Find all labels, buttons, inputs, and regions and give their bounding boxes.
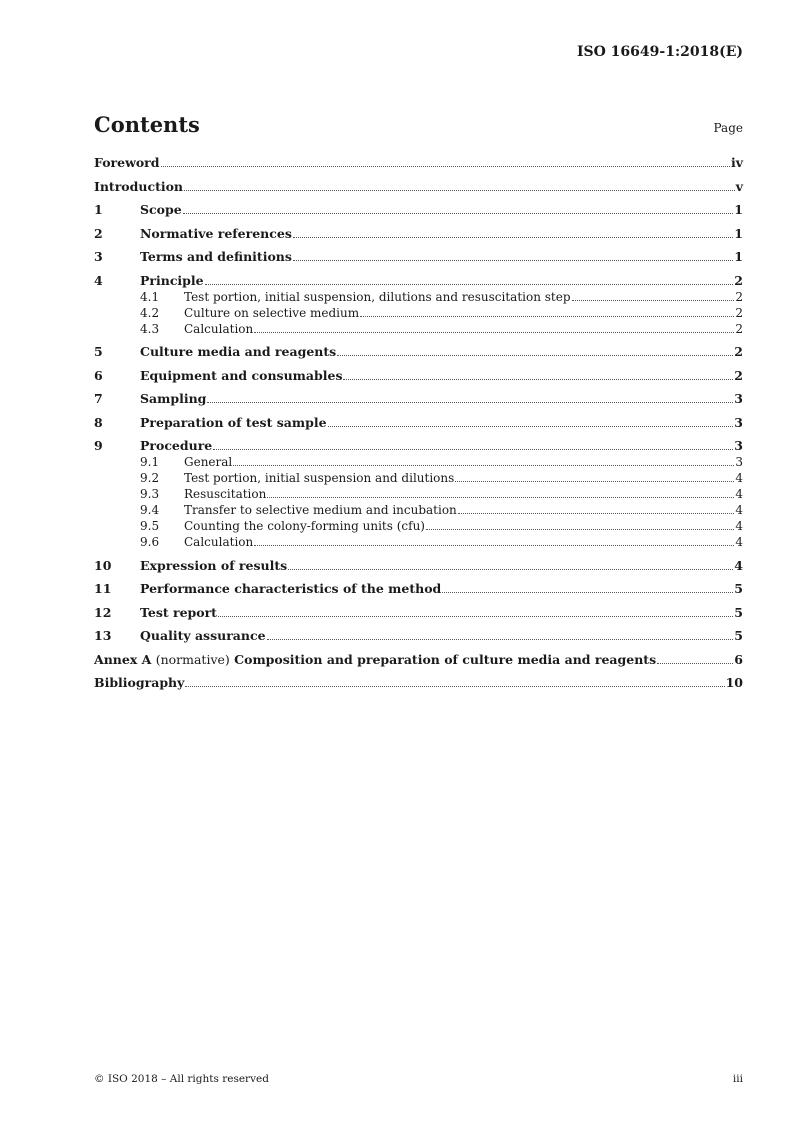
toc-label: Culture media and reagents xyxy=(140,344,337,359)
leader-dots xyxy=(442,591,733,593)
leader-dots xyxy=(205,283,734,285)
toc-page: 2 xyxy=(734,367,743,383)
leader-dots xyxy=(288,568,733,570)
toc-entry-normative-references[interactable] xyxy=(94,226,743,242)
toc-entry-culture-media[interactable] xyxy=(94,344,743,360)
toc-entry-scope[interactable] xyxy=(94,202,743,218)
toc-number: 9 xyxy=(94,438,103,453)
toc-number: 12 xyxy=(94,604,112,620)
page-number: iii xyxy=(732,1073,743,1085)
toc-number: 9.1 xyxy=(140,455,160,469)
toc-entry-performance[interactable] xyxy=(94,581,743,597)
toc-subentry[interactable] xyxy=(94,518,743,534)
leader-dots xyxy=(185,685,724,687)
toc-entry-quality-assurance[interactable] xyxy=(94,628,743,644)
toc-label: Test portion, initial suspension, dilutions and resuscitation step xyxy=(184,289,571,304)
toc-page: 4 xyxy=(735,519,743,533)
toc-page: 1 xyxy=(734,225,743,241)
leader-dots xyxy=(207,401,733,403)
toc-page: 4 xyxy=(735,487,743,501)
toc-label: Foreword xyxy=(94,155,160,170)
toc-page: 5 xyxy=(734,581,743,596)
toc-subentry[interactable] xyxy=(94,305,743,321)
toc-page: 5 xyxy=(734,604,743,620)
toc-page: 4 xyxy=(735,535,743,549)
toc-page: 1 xyxy=(734,249,743,264)
toc-label: Transfer to selective medium and incubation xyxy=(184,503,457,517)
document-id: ISO 16649-1:2018(E) xyxy=(576,44,743,60)
leader-dots xyxy=(233,464,734,466)
toc-entry-equipment[interactable] xyxy=(94,368,743,384)
leader-dots xyxy=(458,512,735,514)
toc-number: 7 xyxy=(94,391,103,406)
toc-label xyxy=(94,652,656,668)
toc-number: 3 xyxy=(94,249,103,264)
toc-number: 9.3 xyxy=(140,487,160,501)
leader-dots xyxy=(254,331,734,333)
leader-dots xyxy=(455,480,734,482)
toc-label: General xyxy=(184,455,233,469)
leader-dots xyxy=(184,189,735,191)
toc-number: 1 xyxy=(94,202,103,217)
toc-number: 5 xyxy=(94,344,103,359)
toc-number: 9.6 xyxy=(140,535,160,549)
leader-dots xyxy=(572,299,735,301)
toc-label: Test report xyxy=(140,604,217,620)
leader-dots xyxy=(267,638,734,640)
leader-dots xyxy=(657,662,733,664)
toc-entry-terms-definitions[interactable] xyxy=(94,249,743,265)
toc-page: 6 xyxy=(734,651,743,667)
leader-dots xyxy=(293,236,733,238)
annex-type: (normative) xyxy=(155,651,230,667)
toc-number: 4.2 xyxy=(140,305,160,320)
annex-prefix: Annex A xyxy=(94,651,152,667)
page-footer xyxy=(94,1073,743,1085)
toc-number: 6 xyxy=(94,367,103,383)
toc-page: 3 xyxy=(734,438,743,453)
toc-label: Scope xyxy=(140,202,182,217)
toc-number: 4 xyxy=(94,272,103,288)
toc-number: 9.5 xyxy=(140,519,160,533)
toc-label: Counting the colony-forming units (cfu) xyxy=(184,519,425,533)
toc-entry-annex-a[interactable] xyxy=(94,652,743,668)
toc-label: Calculation xyxy=(184,321,254,336)
toc-number: 9.4 xyxy=(140,503,160,517)
toc-page: 4 xyxy=(734,557,743,573)
leader-dots xyxy=(267,496,734,498)
toc-number: 9.2 xyxy=(140,471,160,485)
leader-dots xyxy=(426,528,734,530)
toc-subentry[interactable] xyxy=(94,502,743,518)
toc-page: 2 xyxy=(735,305,743,320)
leader-dots xyxy=(293,259,733,261)
toc-page: 4 xyxy=(735,503,743,517)
toc-page: 2 xyxy=(734,272,743,288)
toc-page: 1 xyxy=(734,202,743,217)
toc-entry-test-sample[interactable] xyxy=(94,415,743,431)
toc-subentry[interactable] xyxy=(94,534,743,550)
toc-label: Quality assurance xyxy=(140,628,266,643)
toc-number: 13 xyxy=(94,628,112,643)
toc-entry-test-report[interactable] xyxy=(94,605,743,621)
toc-entry-sampling[interactable] xyxy=(94,391,743,407)
toc-number: 4.1 xyxy=(140,289,160,304)
toc-label: Test portion, initial suspension and dilutions xyxy=(184,471,455,485)
toc-page: 3 xyxy=(735,455,743,469)
leader-dots xyxy=(328,425,734,427)
toc-page: 4 xyxy=(735,471,743,485)
toc-label: Bibliography xyxy=(94,675,185,690)
leader-dots xyxy=(343,378,733,380)
toc-number: 4.3 xyxy=(140,321,160,336)
contents-header xyxy=(94,112,743,137)
toc-label: Expression of results xyxy=(140,557,288,573)
leader-dots xyxy=(183,212,734,214)
annex-title: Composition and preparation of culture media and reagents xyxy=(234,651,657,667)
toc-page: iv xyxy=(730,155,743,170)
toc-page: 2 xyxy=(734,344,743,359)
toc-label: Normative references xyxy=(140,225,292,241)
toc-page: 5 xyxy=(734,628,743,643)
page-title: Contents xyxy=(94,112,200,137)
toc-label: Equipment and consumables xyxy=(140,367,343,383)
toc-entry-foreword[interactable] xyxy=(94,155,743,171)
copyright-notice: © ISO 2018 – All rights reserved xyxy=(94,1073,269,1085)
toc-label: Sampling xyxy=(140,391,207,406)
leader-dots xyxy=(213,448,733,450)
leader-dots xyxy=(218,615,733,617)
toc-label: Preparation of test sample xyxy=(140,414,327,430)
toc-page: 3 xyxy=(734,414,743,430)
toc-page: 10 xyxy=(725,675,743,690)
page-column-label: Page xyxy=(713,121,743,135)
toc-label: Performance characteristics of the method xyxy=(140,581,442,596)
toc-label: Procedure xyxy=(140,438,213,453)
toc-subentry[interactable] xyxy=(94,321,743,337)
toc-subentry[interactable] xyxy=(94,454,743,470)
toc-page: 2 xyxy=(735,321,743,336)
toc-number: 2 xyxy=(94,225,103,241)
toc-label: Culture on selective medium xyxy=(184,305,360,320)
toc-entry-procedure[interactable] xyxy=(94,438,743,454)
toc-page: v xyxy=(735,178,743,194)
toc-number: 8 xyxy=(94,414,103,430)
toc-label: Principle xyxy=(140,272,204,288)
toc-label: Resuscitation xyxy=(184,487,267,501)
leader-dots xyxy=(337,354,733,356)
toc-number: 11 xyxy=(94,581,112,596)
toc-entry-bibliography[interactable] xyxy=(94,675,743,691)
toc-label: Introduction xyxy=(94,178,184,194)
toc-page: 2 xyxy=(735,289,743,304)
toc-number: 10 xyxy=(94,557,112,573)
leader-dots xyxy=(360,315,734,317)
toc-subentry[interactable] xyxy=(94,289,743,305)
toc-entry-expression-results[interactable] xyxy=(94,558,743,574)
leader-dots xyxy=(161,165,730,167)
toc-subentry[interactable] xyxy=(94,486,743,502)
toc-label: Terms and definitions xyxy=(140,249,292,264)
toc-subentry[interactable] xyxy=(94,470,743,486)
toc-page: 3 xyxy=(734,391,743,406)
table-of-contents xyxy=(94,155,743,691)
toc-entry-principle[interactable] xyxy=(94,273,743,289)
toc-entry-introduction[interactable] xyxy=(94,179,743,195)
toc-label: Calculation xyxy=(184,535,254,549)
leader-dots xyxy=(254,544,734,546)
